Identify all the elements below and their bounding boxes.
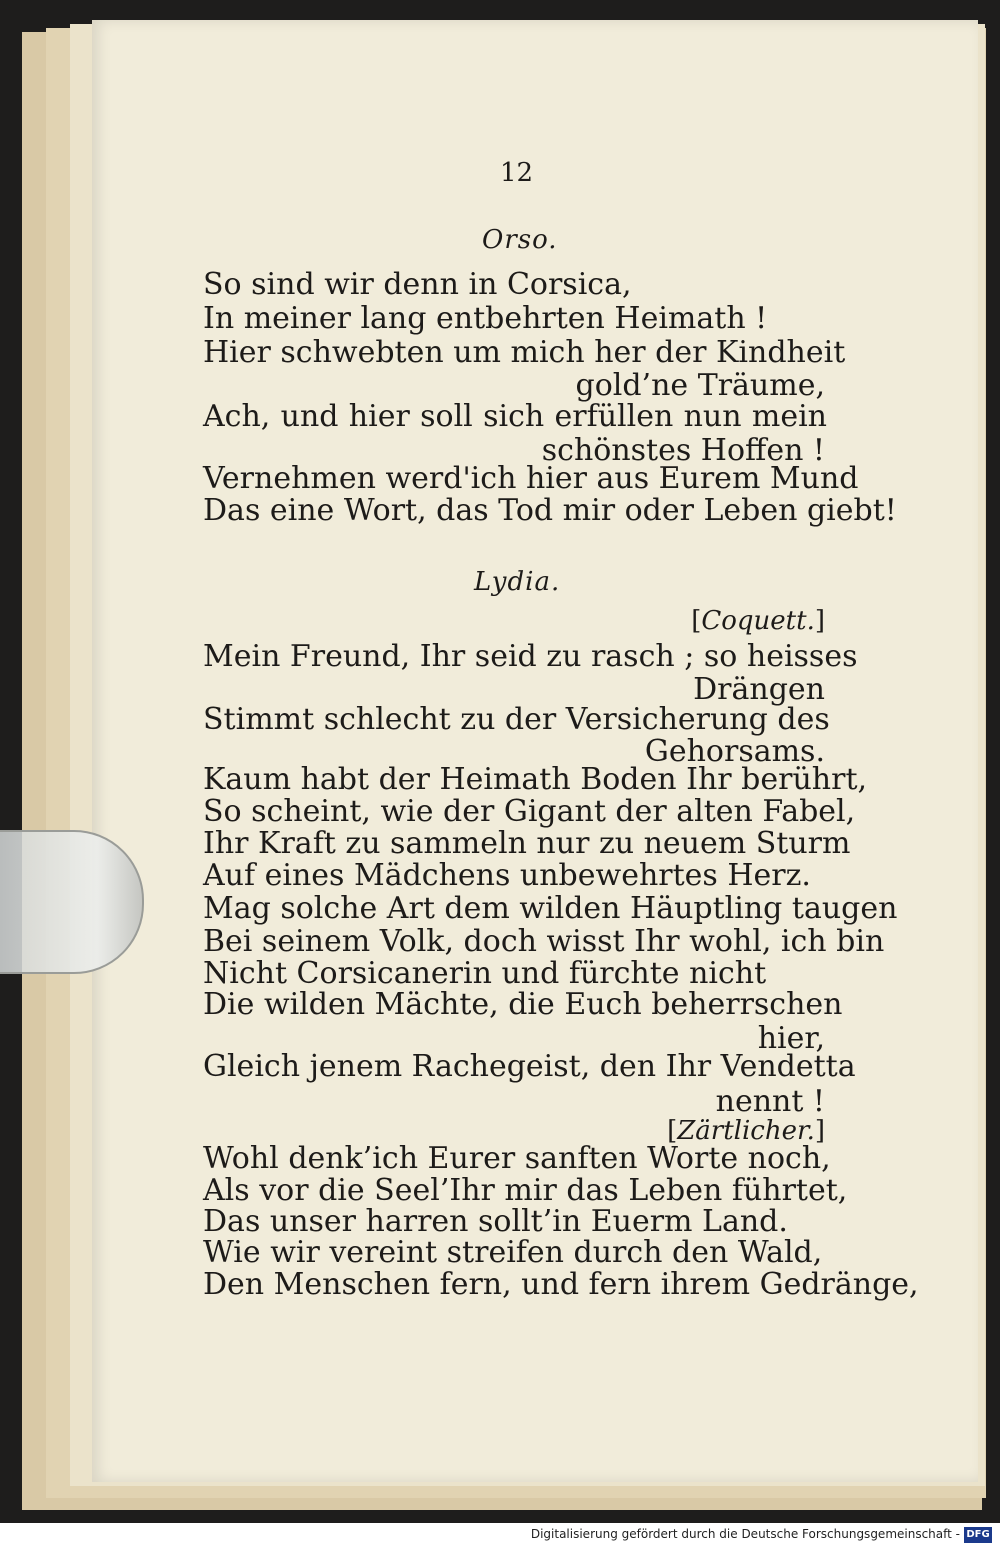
verse-line: Wie wir vereint streifen durch den Wald,: [203, 1235, 823, 1270]
verse-line: Ihr Kraft zu sammeln nur zu neuem Sturm: [203, 826, 851, 861]
verse-line: So scheint, wie der Gigant der alten Fabel,: [203, 794, 856, 829]
verse-line-continuation: gold’ne Träume,: [575, 368, 825, 403]
verse-line: Das unser harren sollt’in Euerm Land.: [203, 1204, 788, 1239]
verse-line: Die wilden Mächte, die Euch beherrschen: [203, 987, 843, 1022]
verse-line: Vernehmen werd'ich hier aus Eurem Mund: [203, 461, 859, 496]
speaker-lydia: Lydia.: [474, 567, 561, 597]
verse-line: Ach, und hier soll sich erfüllen nun mein: [203, 399, 827, 434]
verse-line-continuation: Gehorsams.: [644, 734, 825, 769]
verse-line: Mein Freund, Ihr seid zu rasch ; so heisses: [203, 639, 858, 674]
stage-direction-text: Zärtlicher.: [677, 1116, 815, 1146]
verse-line-continuation: hier,: [757, 1021, 825, 1056]
verse-line: Das eine Wort, das Tod mir oder Leben giebt!: [203, 493, 897, 528]
dfg-logo: DFG: [964, 1527, 992, 1543]
verse-line: Bei seinem Volk, doch wisst Ihr wohl, ich bin: [203, 924, 885, 959]
verse-line: Wohl denk’ich Eurer sanften Worte noch,: [203, 1141, 831, 1176]
verse-line: So sind wir denn in Corsica,: [203, 267, 632, 302]
verse-line-continuation: schönstes Hoffen !: [541, 433, 825, 468]
verse-line: Hier schwebten um mich her der Kindheit: [203, 335, 846, 370]
page-number: 12: [500, 158, 534, 188]
stage-direction: [Coquett.]: [691, 606, 825, 636]
footer-credit: Digitalisierung gefördert durch die Deutsche Forschungsgemeinschaft -: [530, 1527, 960, 1541]
verse-line: Den Menschen fern, und fern ihrem Gedränge,: [203, 1267, 919, 1302]
verse-line: Nicht Corsicanerin und fürchte nicht: [203, 956, 767, 991]
verse-line: In meiner lang entbehrten Heimath !: [203, 301, 768, 336]
verse-line: Stimmt schlecht zu der Versicherung des: [203, 702, 830, 737]
verse-line: Auf eines Mädchens unbewehrtes Herz.: [203, 858, 811, 893]
stage-direction: [Zärtlicher.]: [667, 1116, 825, 1146]
stage-direction-text: Coquett.: [701, 606, 815, 636]
verse-line: Als vor die Seel’Ihr mir das Leben führtet,: [203, 1173, 848, 1208]
verse-line: Gleich jenem Rachegeist, den Ihr Vendetta: [203, 1049, 856, 1084]
speaker-orso: Orso.: [482, 225, 558, 255]
verse-line: Kaum habt der Heimath Boden Ihr berührt,: [203, 762, 868, 797]
verse-line-continuation: nennt !: [715, 1084, 825, 1119]
verse-line: Mag solche Art dem wilden Häuptling taugen: [203, 891, 898, 926]
verse-line-continuation: Drängen: [693, 672, 825, 707]
